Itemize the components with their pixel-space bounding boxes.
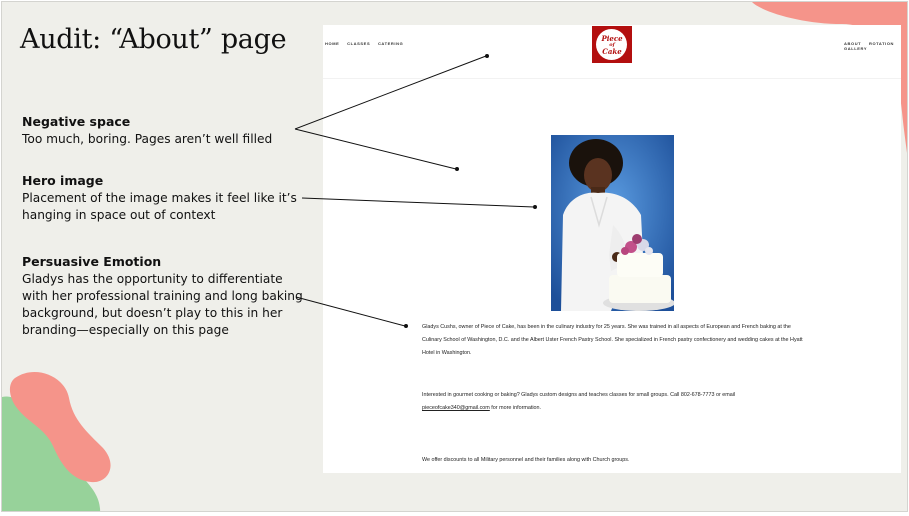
nav-link-about[interactable]: ABOUT xyxy=(844,41,862,46)
nav-link-catering[interactable]: CATERING xyxy=(377,41,404,46)
piece-of-cake-logo[interactable]: Piece of Cake xyxy=(592,26,632,63)
presentation-slide xyxy=(1,1,908,512)
nav-link-home[interactable]: HOME xyxy=(325,41,340,46)
discount-paragraph: We offer discounts to all Military personnel and their families along with Church groups. xyxy=(422,457,630,463)
note-body: Gladys has the opportunity to differentiate with her professional training and long baking background, but doesn’t play to this in her branding—especially on this page xyxy=(22,272,303,337)
contact-paragraph: Interested in gourmet cooking or baking? Gladys custom designs and teaches classes for small groups. Call 802-678-7773 or email pieceofcake340@gmail.com for more information. xyxy=(422,392,736,411)
bio-paragraph: Gladys Cushs, owner of Piece of Cake, has been in the culinary industry for 25 years. She was trained in all aspects of European and French baking at the Culinary School of Washington, D.C. and the Albert Uster French Pastry School. She specialized in French pastry confectionery and wedding cakes at the Hyatt Hotel in Washington. xyxy=(422,324,803,356)
note-heading: Negative space xyxy=(22,114,131,129)
nav-link-rotation[interactable]: ROTATION xyxy=(868,41,895,46)
slide-title: Audit: “About” page xyxy=(20,24,287,55)
nav-link-gallery[interactable]: GALLERY xyxy=(844,46,868,51)
note-body: Too much, boring. Pages aren’t well filled xyxy=(22,132,273,146)
annotation-arrows xyxy=(2,2,908,512)
nav-link-classes[interactable]: CLASSES xyxy=(347,41,371,46)
contact-email-link[interactable]: pieceofcake340@gmail.com xyxy=(422,405,490,411)
note-body: Placement of the image makes it feel like it’s hanging in space out of context xyxy=(22,191,297,222)
note-heading: Persuasive Emotion xyxy=(22,254,162,269)
note-heading: Hero image xyxy=(22,173,104,188)
